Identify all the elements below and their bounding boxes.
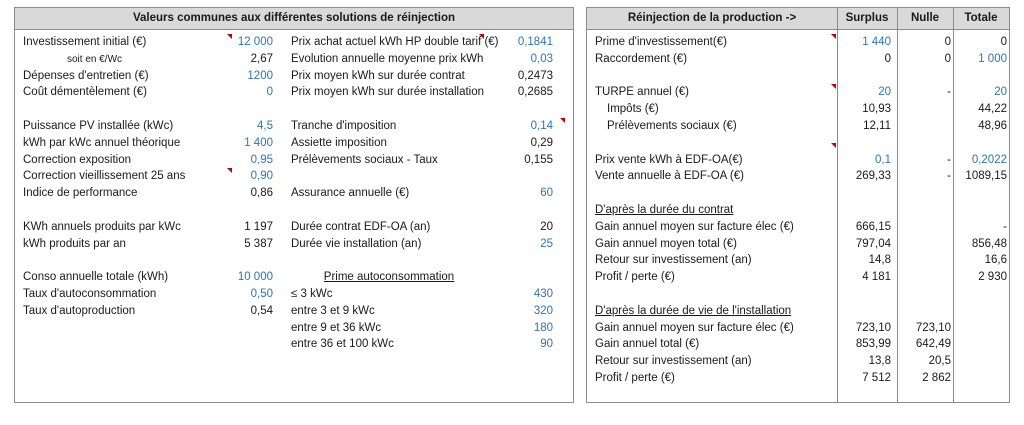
param-value[interactable]: 4,5 [257, 120, 273, 132]
param-label: KWh annuels produits par kWc [23, 220, 181, 233]
param-label: entre 3 et 9 kWc [291, 304, 375, 317]
row-label: Profit / perte (€) [595, 271, 675, 284]
surplus-value[interactable]: 0,1 [875, 153, 891, 166]
comment-marker-icon [831, 34, 836, 39]
totale-value: 1089,15 [965, 170, 1007, 183]
surplus-value: 0 [884, 52, 891, 65]
param-label: Investissement initial (€) [23, 36, 147, 48]
param-value[interactable]: 0,50 [250, 288, 273, 300]
row-label: TURPE annuel (€) [595, 86, 689, 99]
param-value: 2,67 [250, 52, 273, 65]
comment-marker-icon [479, 34, 484, 39]
param-value: 20 [540, 220, 553, 233]
section-heading: D'après la durée du contrat [595, 204, 734, 216]
param-label: kWh produits par an [23, 237, 126, 250]
param-value: 0,54 [250, 304, 273, 317]
param-value: 0,2473 [517, 69, 553, 82]
section-heading: Prime autoconsommation [323, 271, 455, 284]
param-label: soit en €/Wc [67, 53, 123, 65]
nulle-value: - [947, 86, 951, 99]
row-label: Prime d'investissement(€) [595, 36, 727, 48]
param-label: Prix moyen kWh sur durée contrat [291, 69, 465, 82]
param-label: kWh par kWc annuel théorique [23, 136, 181, 149]
column-divider [837, 30, 838, 402]
nulle-value: 723,10 [915, 321, 951, 334]
row-label: Raccordement (€) [595, 52, 688, 65]
comment-marker-icon [560, 118, 565, 123]
param-value[interactable]: 0,03 [530, 52, 553, 65]
nulle-value: - [947, 170, 951, 183]
param-label: Prélèvements sociaux - Taux [291, 153, 438, 166]
totale-value: 856,48 [971, 237, 1007, 250]
totale-value: 16,6 [984, 254, 1007, 267]
common-values-title: Valeurs communes aux différentes solutions de réinjection [15, 8, 573, 30]
totale-value[interactable]: 1 000 [978, 52, 1007, 65]
nulle-value: 2 862 [922, 372, 951, 384]
nulle-value: 642,49 [915, 338, 951, 351]
param-value[interactable]: 1200 [247, 69, 273, 82]
totale-value[interactable]: 0,2022 [971, 153, 1007, 166]
param-label: ≤ 3 kWc [291, 288, 333, 300]
nulle-value: - [947, 153, 951, 166]
param-label: Puissance PV installée (kWc) [23, 120, 174, 132]
surplus-value[interactable]: 1 440 [862, 36, 891, 48]
param-label: entre 9 et 36 kWc [291, 321, 382, 334]
surplus-value: 12,11 [863, 120, 891, 132]
totale-value[interactable]: 20 [994, 86, 1007, 99]
param-label: Indice de performance [23, 187, 138, 200]
comment-marker-icon [831, 143, 836, 148]
param-value[interactable]: 180 [533, 321, 553, 334]
param-label: Assurance annuelle (€) [291, 187, 410, 200]
param-value[interactable]: 0,95 [250, 153, 273, 166]
param-value[interactable]: 10 000 [237, 271, 273, 284]
param-label: Assiette imposition [291, 136, 387, 149]
nulle-value: 20,5 [928, 355, 951, 368]
param-label: Durée contrat EDF-OA (an) [291, 220, 431, 233]
totale-value: 2 930 [978, 271, 1007, 284]
row-label: Impôts (€) [607, 103, 659, 116]
surplus-value: 853,99 [855, 338, 891, 351]
param-label: Dépenses d'entretien (€) [23, 69, 149, 82]
param-value: 0,2685 [517, 86, 553, 99]
param-label: Correction exposition [23, 153, 132, 166]
param-value[interactable]: 25 [540, 237, 553, 250]
surplus-value: 269,33 [855, 170, 891, 183]
param-label: Conso annuelle totale (kWh) [23, 271, 169, 284]
param-value[interactable]: 0,90 [250, 170, 273, 183]
row-label: Retour sur investissement (an) [595, 355, 752, 368]
row-label: Gain annuel moyen sur facture élec (€) [595, 321, 794, 334]
totale-value: 44,22 [978, 103, 1007, 116]
surplus-value: 4 181 [862, 271, 891, 284]
row-label: Retour sur investissement (an) [595, 254, 752, 267]
comment-marker-icon [227, 168, 232, 173]
reinjection-header-title: Réinjection de la production -> [587, 8, 837, 30]
surplus-value: 666,15 [855, 220, 891, 233]
param-label: entre 36 et 100 kWc [291, 338, 394, 351]
column-divider [897, 30, 898, 402]
param-label: Prix achat actuel kWh HP double tarif (€) [291, 36, 499, 48]
header-divider [837, 8, 838, 30]
param-label: Taux d'autoconsommation [23, 288, 157, 300]
common-values-panel [14, 7, 574, 403]
surplus-value: 723,10 [855, 321, 891, 334]
param-label: Coût démentèlement (€) [23, 86, 148, 99]
param-value: 0,86 [250, 187, 273, 200]
row-label: Gain annuel total (€) [595, 338, 700, 351]
row-label: Gain annuel moyen total (€) [595, 237, 737, 250]
param-value[interactable]: 0,1841 [517, 36, 553, 48]
param-value[interactable]: 60 [540, 187, 553, 200]
param-value: 1 197 [244, 220, 273, 233]
comment-marker-icon [831, 84, 836, 89]
param-value: 0,29 [530, 136, 553, 149]
surplus-value: 797,04 [855, 237, 891, 250]
param-label: Evolution annuelle moyenne prix kWh [291, 52, 484, 65]
header-divider [953, 8, 954, 30]
reinjection-panel [586, 7, 1010, 403]
param-value: 0,155 [524, 153, 553, 166]
comment-marker-icon [227, 34, 232, 39]
surplus-value[interactable]: 20 [878, 86, 891, 99]
param-label: Prix moyen kWh sur durée installation [291, 86, 485, 99]
nulle-value: 0 [944, 36, 951, 48]
param-value[interactable]: 0,14 [530, 120, 553, 132]
param-value[interactable]: 1 400 [244, 136, 273, 149]
param-label: Correction vieillissement 25 ans [23, 170, 186, 183]
row-label: Prix vente kWh à EDF-OA(€) [595, 153, 743, 166]
param-value: 5 387 [244, 237, 273, 250]
param-value[interactable]: 0 [266, 86, 273, 99]
param-value[interactable]: 12 000 [237, 36, 273, 48]
param-value[interactable]: 320 [533, 304, 553, 317]
totale-value: - [1003, 220, 1007, 233]
surplus-value: 14,8 [868, 254, 891, 267]
param-label: Durée vie installation (an) [291, 237, 422, 250]
param-label: Taux d'autoproduction [23, 304, 136, 317]
param-value[interactable]: 90 [540, 338, 553, 351]
row-label: Profit / perte (€) [595, 372, 675, 384]
totale-column-header: Totale [953, 8, 1009, 30]
surplus-value: 7 512 [862, 372, 891, 384]
surplus-value: 13,8 [868, 355, 891, 368]
row-label: Gain annuel moyen sur facture élec (€) [595, 220, 794, 233]
param-value[interactable]: 430 [533, 288, 553, 300]
totale-value: 0 [1000, 36, 1007, 48]
row-label: Vente annuelle à EDF-OA (€) [595, 170, 744, 183]
totale-value: 48,96 [978, 120, 1007, 132]
nulle-column-header: Nulle [897, 8, 953, 30]
header-divider [897, 8, 898, 30]
nulle-value: 0 [944, 52, 951, 65]
column-divider [953, 30, 954, 402]
section-heading: D'après la durée de vie de l'installation [595, 304, 792, 317]
surplus-column-header: Surplus [837, 8, 897, 30]
param-label: Tranche d'imposition [291, 120, 397, 132]
surplus-value: 10,93 [862, 103, 891, 116]
row-label: Prélèvements sociaux (€) [607, 120, 737, 132]
